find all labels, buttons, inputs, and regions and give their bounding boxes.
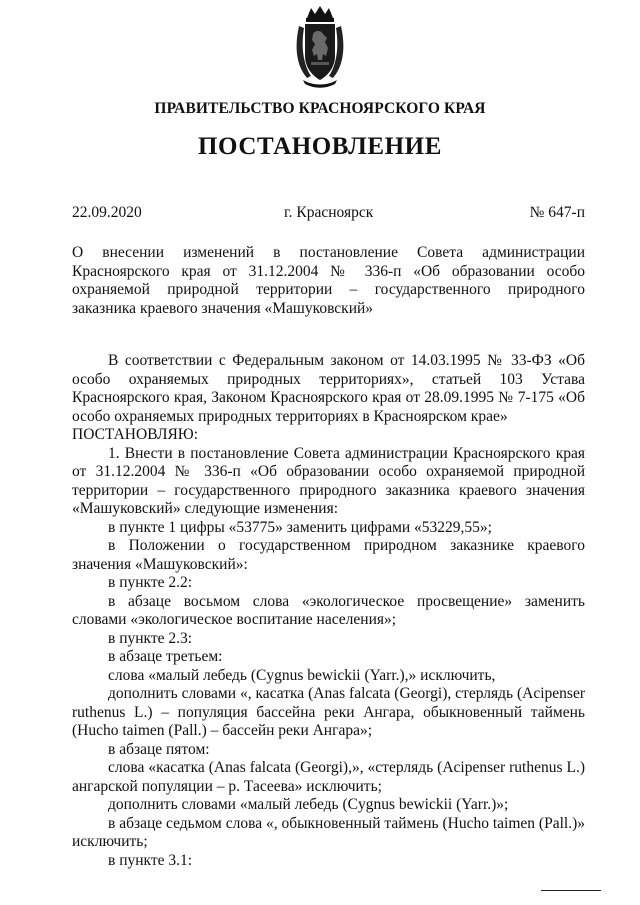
paragraph-point-2-2: в пункте 2.2: xyxy=(108,574,193,591)
krasnoyarsk-coat-of-arms-emblem xyxy=(293,4,347,88)
paragraph-item-1: 1. Внести в постановление Совета администрации Красноярского края от 31.12.2004 № 336-п «Об образовании особо охраняемой природной территории – государственного природного заказника краевого значения «Машуковский» следующие изменения: xyxy=(72,444,585,517)
paragraph-regulation: в Положении о государственном природном заказнике краевого значения «Машуковский»: xyxy=(72,537,585,573)
document-number: № 647-п xyxy=(529,204,585,221)
document-date: 22.09.2020 xyxy=(72,204,142,221)
government-title: ПРАВИТЕЛЬСТВО КРАСНОЯРСКОГО КРАЯ xyxy=(154,100,486,117)
paragraph-add-swan: дополнить словами «малый лебедь (Cygnus bewickii (Yarr.)»; xyxy=(108,796,509,813)
paragraph-abzac-5: в абзаце пятом: xyxy=(108,740,210,758)
paragraph-add-species: дополнить словами «, касатка (Anas falcata (Georgi), стерлядь (Acipenser ruthenus L.) – популяция бассейна реки Ангара, обыкновенный таймень (Hucho taimen (Pall.) – бассейн реки Ангара»; xyxy=(72,685,585,739)
paragraph-abzac-8: в абзаце восьмом слова «экологическое просвещение» заменить словами «экологическое воспитание населения»; xyxy=(72,592,585,628)
paragraph-decree: ПОСТАНОВЛЯЮ: xyxy=(72,426,199,443)
document-body xyxy=(72,352,585,870)
document-type-title: ПОСТАНОВЛЕНИЕ xyxy=(197,133,443,160)
paragraph-preamble: В соответствии с Федеральным законом от 14.03.1995 № 33-ФЗ «Об особо охраняемых природных территориях», статьей 103 Устава Красноярского края, Законом Красноярского края от 28.09.1995 № 7-175 «Об особо охраняемых природных территориях в Красноярском крае» xyxy=(72,352,585,425)
paragraph-point-3-1: в пункте 3.1: xyxy=(108,851,193,869)
paragraph-exclude-species: слова «касатка (Anas falcata (Georgi),», «стерлядь (Acipenser ruthenus L.) ангарской популяции – р. Тасеева» исключить; xyxy=(72,759,585,795)
document-meta-row xyxy=(72,204,585,224)
document-subject: О внесении изменений в постановление Совета администрации Красноярского края от 31.12.2004 № 336-п «Об образовании особо охраняемой природной территории – государственного природного заказника краевого значения «Машуковский» xyxy=(72,244,585,317)
paragraph-exclude-swan: слова «малый лебедь (Cygnus bewickii (Yarr.),» исключить, xyxy=(108,666,496,684)
paragraph-abzac-3: в абзаце третьем: xyxy=(108,648,223,665)
paragraph-abzac-7: в абзаце седьмом слова «, обыкновенный таймень (Hucho taimen (Pall.)» исключить; xyxy=(72,814,585,850)
paragraph-point-2-3: в пункте 2.3: xyxy=(108,629,193,647)
document-city: г. Красноярск xyxy=(284,204,374,221)
page-corner-rule xyxy=(541,890,601,891)
paragraph-point-1: в пункте 1 цифры «53775» заменить цифрами «53229,55»; xyxy=(108,518,492,536)
